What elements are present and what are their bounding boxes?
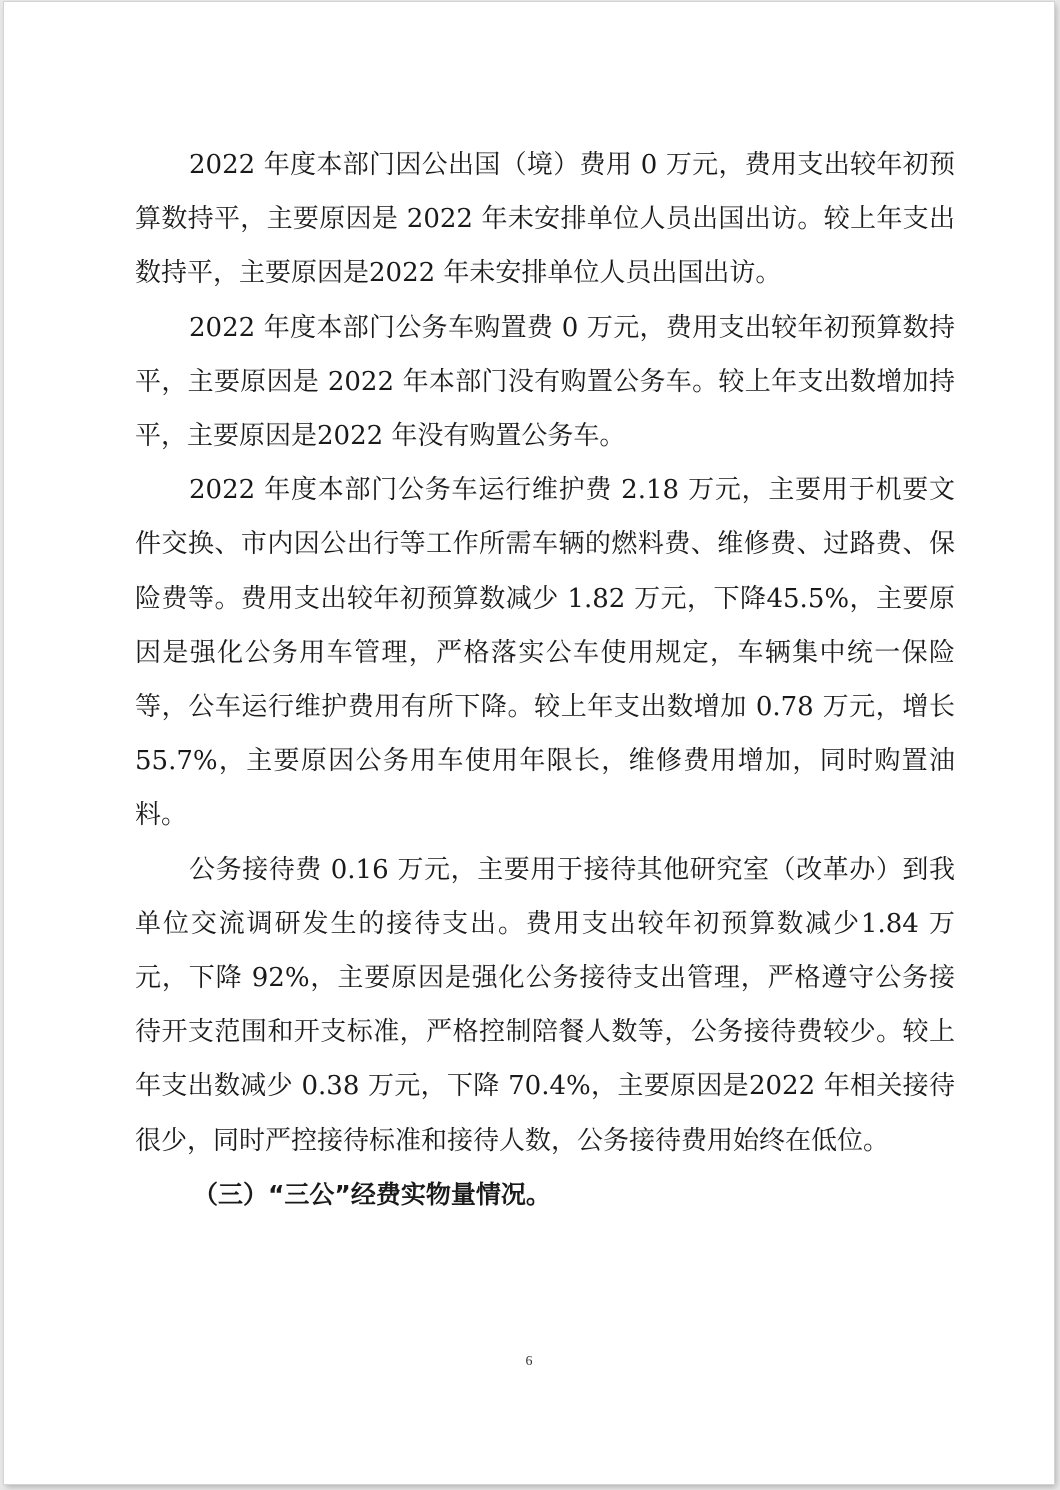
document-page <box>4 2 1054 1484</box>
paragraph-reception-expenses: 公务接待费 0.16 万元，主要用于接待其他研究室（改革办）到我单位交流调研发生的接待支出。费用支出较年初预算数减少1.84 万元，下降 92%，主要原因是强化公务接待支出管理，严格遵守公务接待开支范围和开支标准，严格控制陪餐人数等，公务接待费较少。较上年支出数减少 0.38 万元，下降 70.4%，主要原因是2022 年相关接待很少，同时严控接待标准和接待人数，公务接待费用始终在低位。 <box>135 854 955 1156</box>
paragraph-vehicle-purchase: 2022 年度本部门公务车购置费 0 万元，费用支出较年初预算数持平，主要原因是 2022 年本部门没有购置公务车。较上年支出数增加持平，主要原因是2022 年没有购置公务车。 <box>135 312 955 452</box>
section-heading: （三）“三公”经费实物量情况。 <box>193 1179 551 1209</box>
document-body <box>135 138 955 1222</box>
paragraph-overseas-expenses: 2022 年度本部门因公出国（境）费用 0 万元，费用支出较年初预算数持平，主要原因是 2022 年未安排单位人员出国出访。较上年支出数持平，主要原因是2022 年未安排单位人员出国出访。 <box>135 150 955 289</box>
paragraph-vehicle-maintenance: 2022 年度本部门公务车运行维护费 2.18 万元，主要用于机要文件交换、市内因公出行等工作所需车辆的燃料费、维修费、过路费、保险费等。费用支出较年初预算数减少 1.82 万元，下降45.5%，主要原因是强化公务用车管理，严格落实公车使用规定，车辆集中统一保险等，公车运行维护费用有所下降。较上年支出数增加 0.78 万元，增长 55.7%，主要原因公务用车使用年限长，维修费用增加，同时购置油料。 <box>135 475 955 831</box>
page-number: 6 <box>525 1354 533 1369</box>
